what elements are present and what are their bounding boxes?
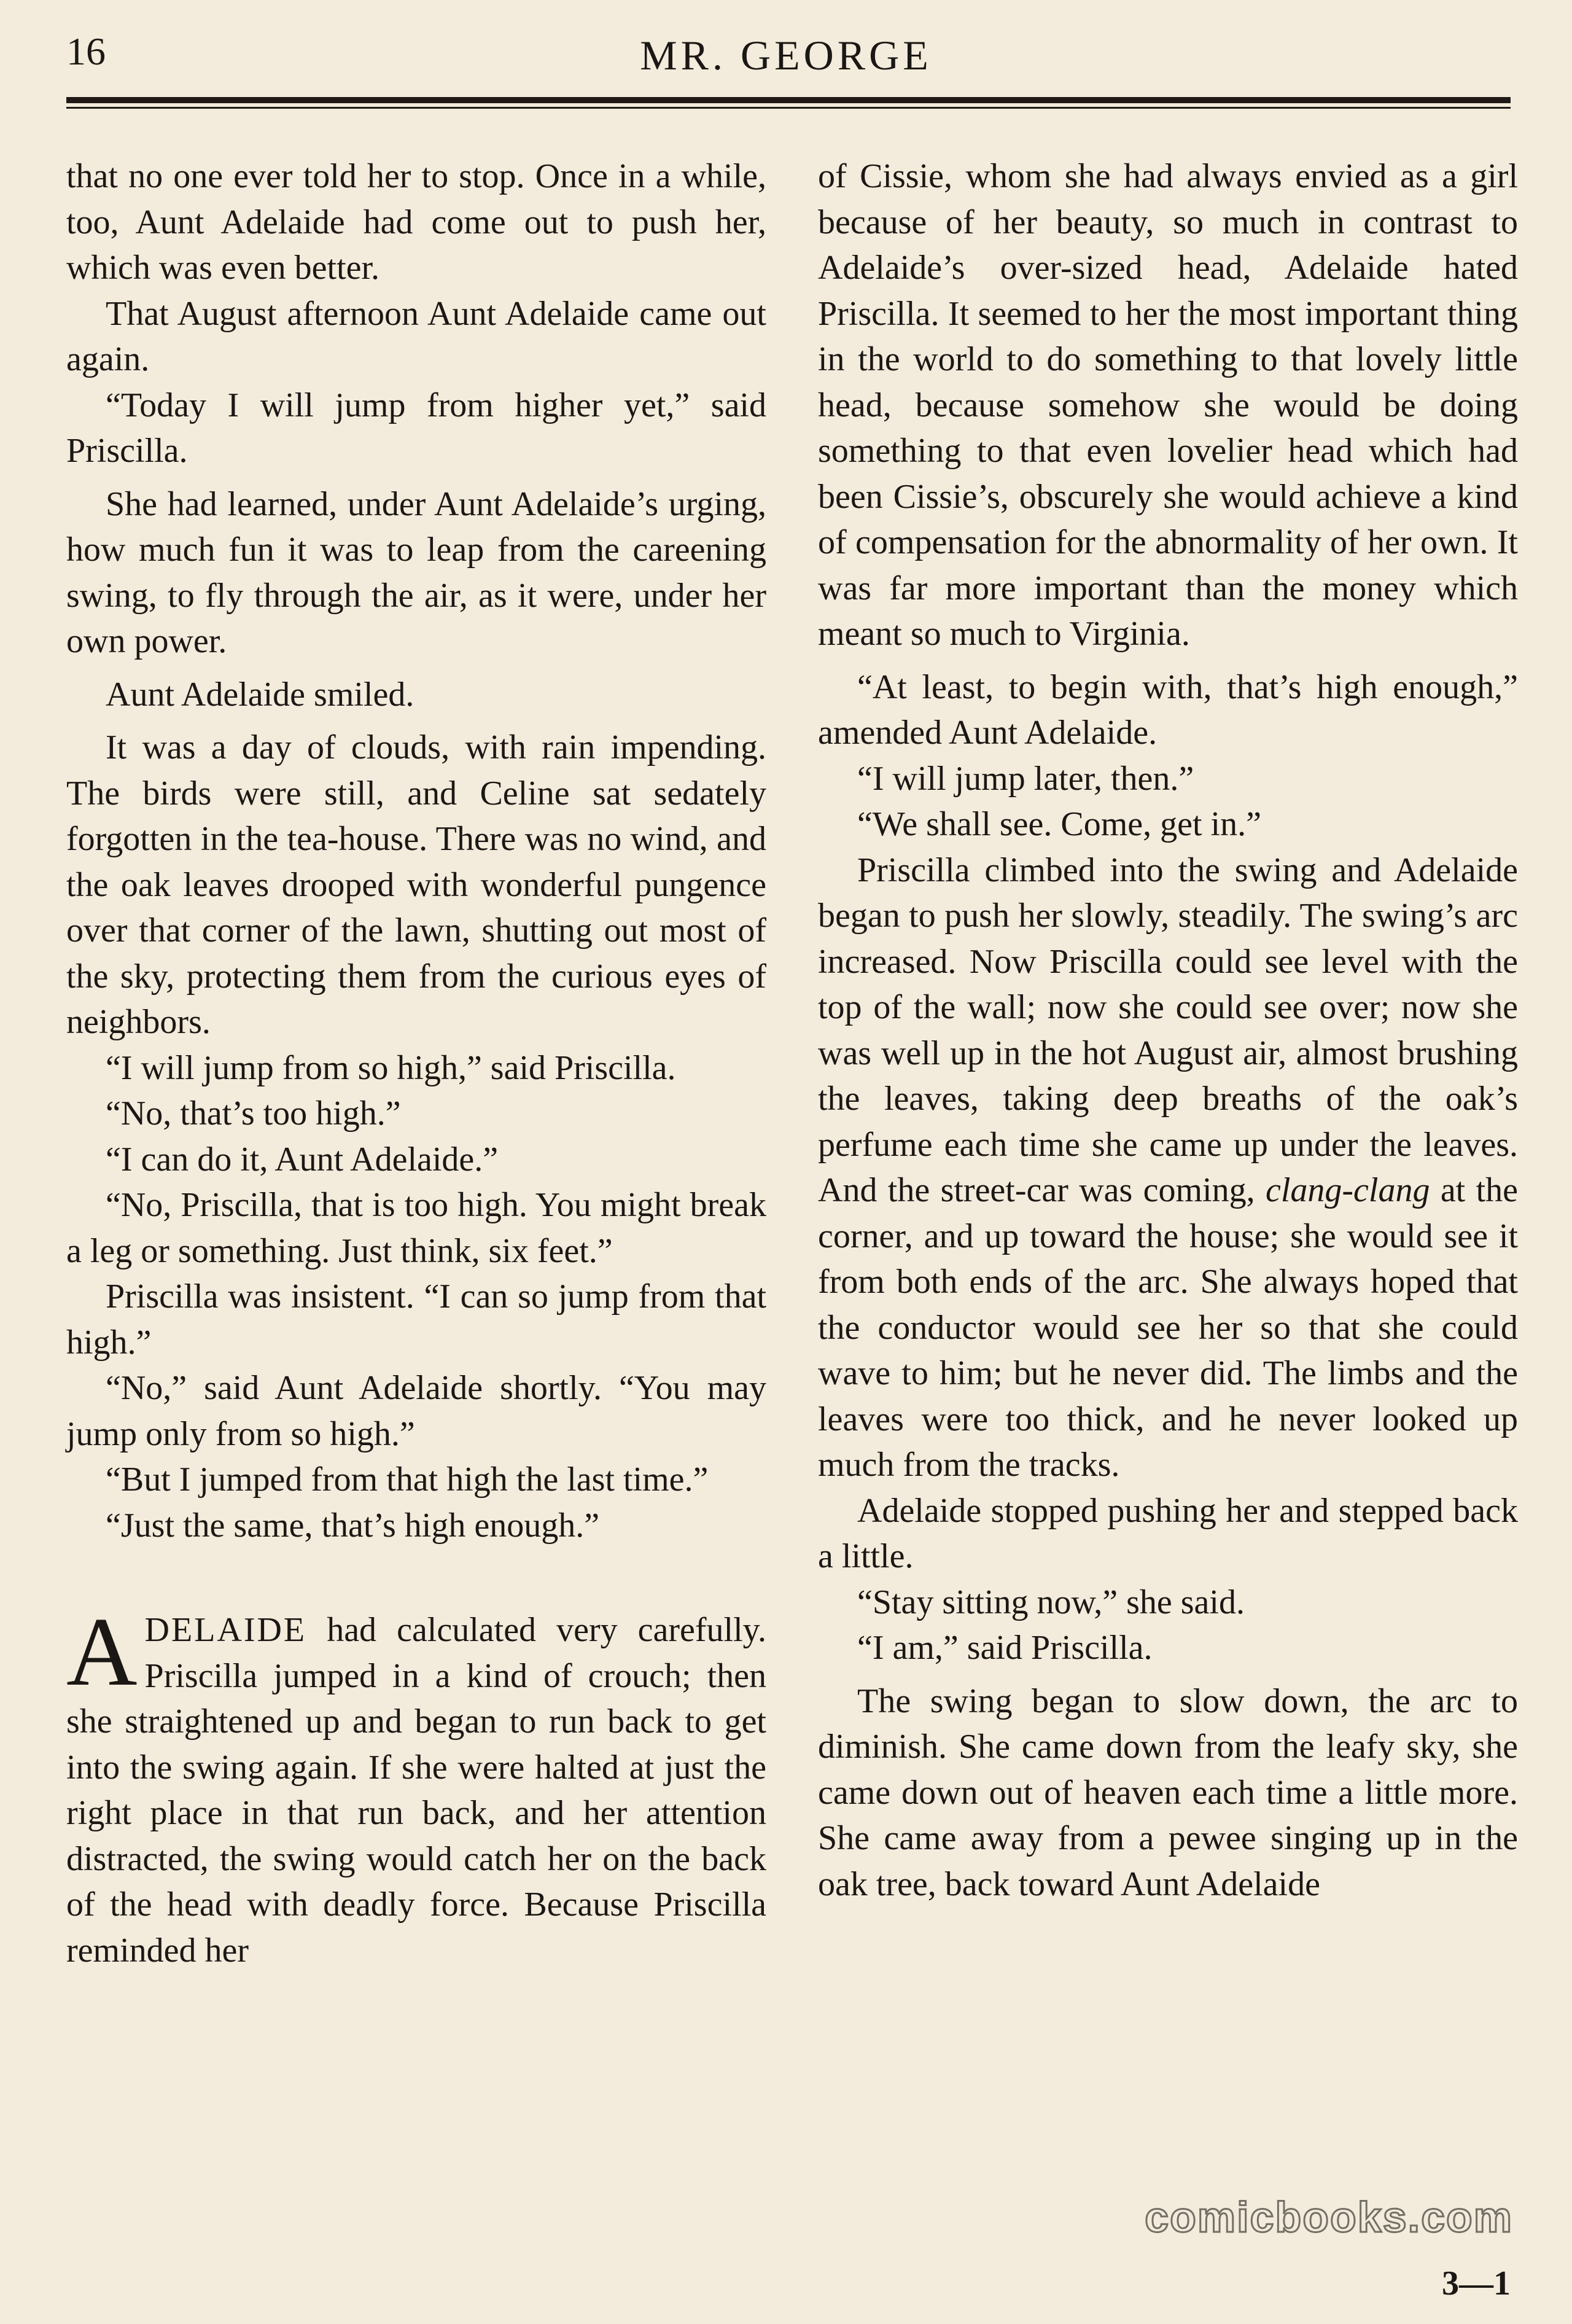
paragraph: She had learned, under Aunt Adelaide’s urging, how much fun it was to leap from the careening swing, to fly through the air, as it were, under her own power.	[66, 485, 766, 660]
paragraph: Adelaide stopped pushing her and stepped back a little.	[818, 1491, 1518, 1575]
watermark: comicbooks.com	[1145, 2193, 1513, 2241]
header-rule-thick	[66, 97, 1511, 103]
paragraph: “I can do it, Aunt Adelaide.”	[106, 1140, 499, 1179]
paragraph: “At least, to begin with, that’s high enough,” amended Aunt Adelaide.	[818, 668, 1518, 752]
paragraph: “Today I will jump from higher yet,” said Priscilla.	[66, 386, 766, 470]
paragraph: that no one ever told her to stop. Once in a while, too, Aunt Adelaide had come out to push her, which was even better.	[66, 157, 766, 287]
italic-sound-effect: clang-clang	[1265, 1171, 1430, 1209]
running-title: MR. GEORGE	[640, 32, 932, 79]
paragraph-text: Priscilla climbed into the swing and Adelaide began to push her slowly, steadily. The swing’s arc increased. Now Priscilla could see level with the top of the wall; now she could see over; now she was well up in the hot August air, almost brushing the leaves, taking deep breaths of the oak’s perfume each time she came up under the leaves. And the street-car was coming,	[818, 851, 1518, 1209]
paragraph: of Cissie, whom she had always envied as a girl because of her beauty, so much in contrast to Adelaide’s over-sized head, Adelaide hated Priscilla. It seemed to her the most important thing in the world to do something to that lovely little head, because somehow she would be doing something to that even lovelier head which had been Cissie’s, obscurely she would achieve a kind of compensation for the abnormality of her own. It was far more important than the money which meant so much to Virginia.	[818, 157, 1518, 653]
paragraph: Aunt Adelaide smiled.	[106, 675, 414, 714]
page-number: 16	[66, 29, 106, 73]
signature-mark: 3—1	[1442, 2264, 1511, 2303]
paragraph: The swing began to slow down, the arc to diminish. She came down from the leafy sky, she came down out of heaven each time a little more. She came away from a pewee singing up in the oak tree, back toward Aunt Adelaide	[818, 1682, 1518, 1903]
paragraph: “No,” said Aunt Adelaide shortly. “You may jump only from so high.”	[66, 1369, 766, 1453]
paragraph: “We shall see. Come, get in.”	[857, 805, 1261, 843]
paragraph: “I am,” said Priscilla.	[857, 1629, 1153, 1667]
paragraph: It was a day of clouds, with rain impending. The birds were still, and Celine sat sedately forgotten in the tea-house. There was no wind, and the oak leaves drooped with wonderful pungence over that corner of the lawn, shutting out most of the sky, protecting them from the curious eyes of neighbors.	[66, 728, 766, 1041]
section-opening-paragraph	[66, 1597, 766, 1973]
paragraph-text: at the corner, and up toward the house; she would see it from both ends of the arc. She always hoped that the conductor would see her so that she could wave to him; but he never did. The limbs and the leaves were too thick, and he never looked up much from the tracks.	[818, 1171, 1519, 1484]
paragraph: “Just the same, that’s high enough.”	[106, 1506, 600, 1545]
paragraph: That August afternoon Aunt Adelaide came out again.	[66, 294, 766, 378]
header-rule-thin	[66, 107, 1511, 109]
right-column	[818, 154, 1518, 1907]
section-small-caps: DELAIDE	[144, 1611, 307, 1649]
paragraph	[818, 848, 1518, 1488]
section-text: had calculated very carefully. Priscilla jumped in a kind of crouch; then she straightened up and began to run back to get into the swing again. If she were halted at just the right place in that run back, and her attention distracted, the swing would catch her on the back of the head with deadly force. Because Priscilla reminded her	[66, 1611, 766, 1970]
drop-cap: A	[66, 1597, 138, 1706]
paragraph: Priscilla was insistent. “I can so jump from that high.”	[66, 1277, 766, 1362]
paragraph: “But I jumped from that high the last time.”	[106, 1460, 709, 1499]
paragraph: “I will jump later, then.”	[857, 759, 1194, 798]
paragraph: “No, Priscilla, that is too high. You might break a leg or something. Just think, six feet.”	[66, 1186, 766, 1270]
left-column	[66, 154, 766, 1973]
paragraph: “No, that’s too high.”	[106, 1094, 401, 1133]
paragraph: “I will jump from so high,” said Priscilla.	[106, 1048, 676, 1087]
paragraph: “Stay sitting now,” she said.	[857, 1583, 1245, 1621]
